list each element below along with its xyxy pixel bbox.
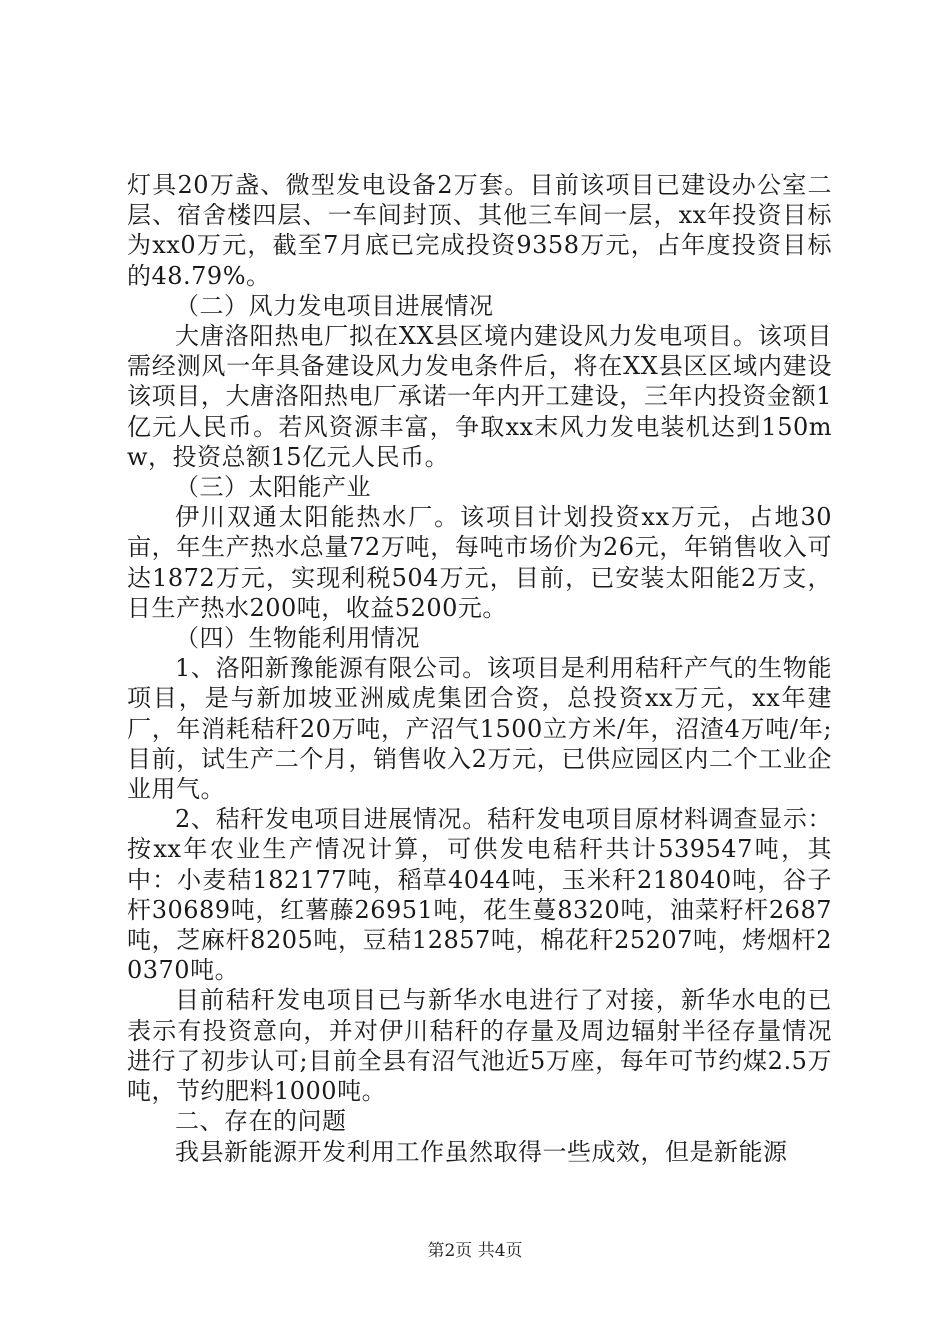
paragraph-bio-3: 目前秸秆发电项目已与新华水电进行了对接，新华水电的已表示有投资意向，并对伊川秸秆的存量及周边辐射半径存量情况进行了初步认可;目前全县有沼气池近5万座，每年可节约煤2.5万吨，节约肥料1000吨。 [127,986,832,1106]
section-heading-bio: （四）生物能利用情况 [175,624,420,653]
document-body [127,170,832,1167]
paragraph-wind: 大唐洛阳热电厂拟在XX县区境内建设风力发电项目。该项目需经测风一年具备建设风力发电条件后，将在XX县区区域内建设该项目，大唐洛阳热电厂承诺一年内开工建设，三年内投资金额1亿元人民币。若风资源丰富，争取xx末风力发电装机达到150mw，投资总额15亿元人民币。 [127,322,832,471]
page-footer: 第2页 共4页 [427,1241,523,1261]
paragraph-solar: 伊川双通太阳能热水厂。该项目计划投资xx万元，占地30亩，年生产热水总量72万吨，每吨市场价为26元，年销售收入可达1872万元，实现利税504万元，目前，已安装太阳能2万支，日生产热水200吨，收益5200元。 [127,503,832,622]
section-heading-solar: （三）太阳能产业 [175,473,371,502]
paragraph-1: 灯具20万盏、微型发电设备2万套。目前该项目已建设办公室二层、宿舍楼四层、一车间封顶、其他三车间一层，xx年投资目标为xx0万元，截至7月底已完成投资9358万元，占年度投资目标的48.79%。 [127,171,832,290]
section-heading-wind: （二）风力发电项目进展情况 [175,291,494,320]
paragraph-bio-1: 1、洛阳新豫能源有限公司。该项目是利用秸秆产气的生物能项目，是与新加坡亚洲威虎集团合资，总投资xx万元，xx年建厂，年消耗秸秆20万吨，产沼气1500立方米/年，沼渣4万吨/年;目前，试生产二个月，销售收入2万元，已供应园区内二个工业企业用气。 [127,654,832,804]
paragraph-bio-2: 2、秸秆发电项目进展情况。秸秆发电项目原材料调查显示：按xx年农业生产情况计算，可供发电秸秆共计539547吨，其中：小麦秸182177吨，稻草4044吨，玉米秆218040吨，谷子杆30689吨，红薯藤26951吨，花生蔓8320吨，油菜籽杆2687吨，芝麻杆8205吨，豆秸12857吨，棉花秆25207吨，烤烟杆20370吨。 [127,805,832,985]
paragraph-problems: 我县新能源开发利用工作虽然取得一些成效，但是新能源 [175,1137,788,1166]
section-heading-problems: 二、存在的问题 [175,1107,347,1136]
